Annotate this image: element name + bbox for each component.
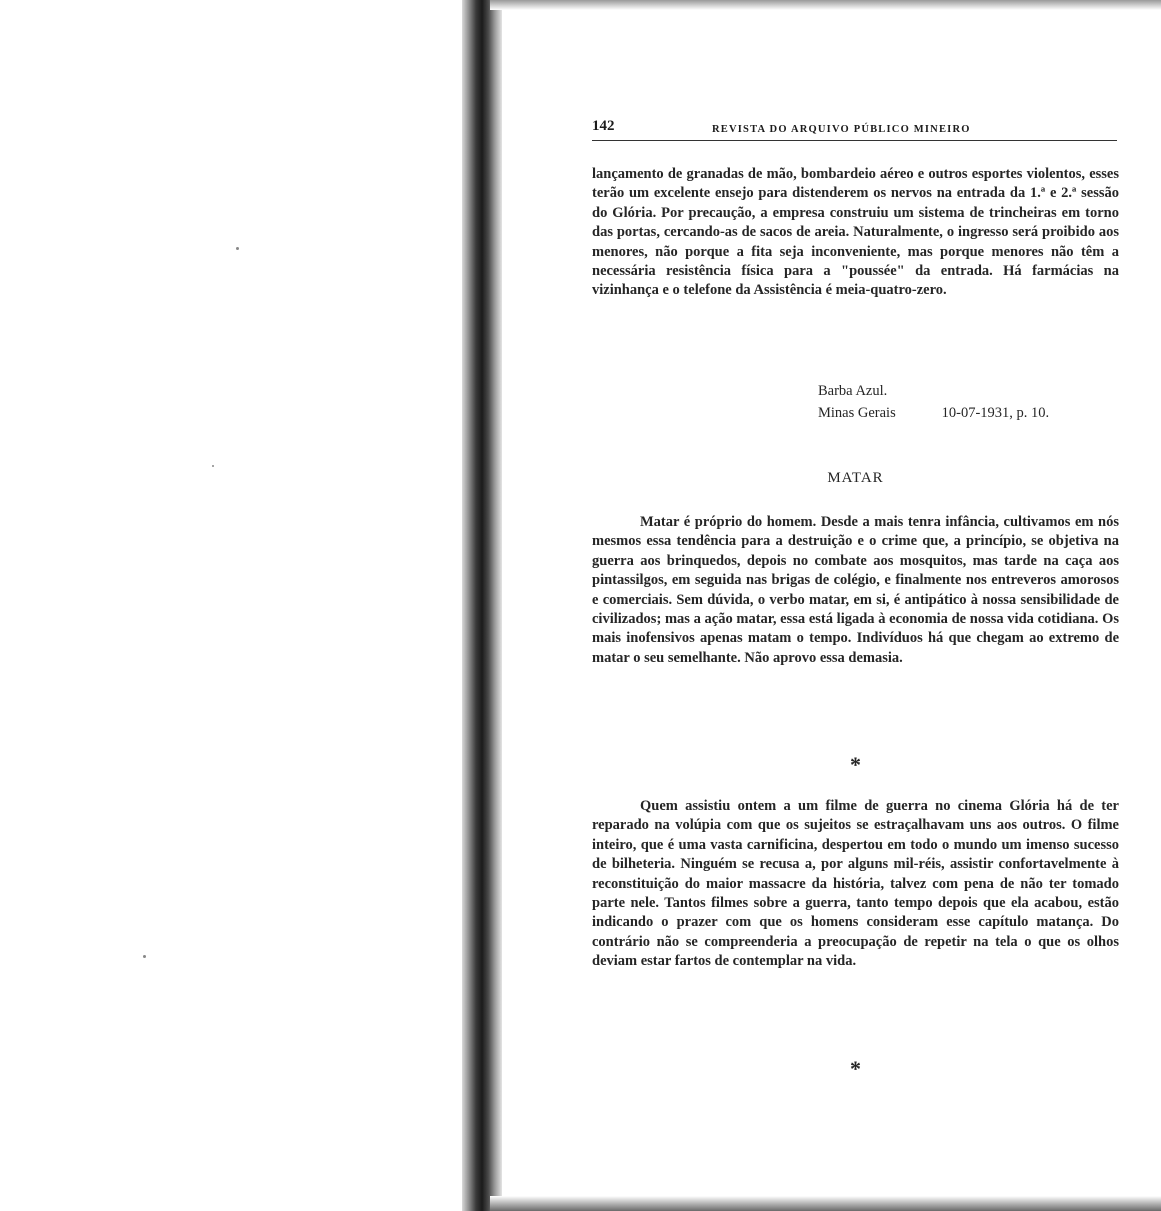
page-header (592, 118, 1117, 141)
paper-speck (143, 955, 146, 958)
left-page-blank (0, 0, 468, 1211)
author-signature: Barba Azul. (818, 383, 888, 399)
running-head: REVISTA DO ARQUIVO PÚBLICO MINEIRO (712, 124, 971, 135)
paper-speck (236, 247, 239, 250)
asterisk-separator: * (850, 752, 861, 777)
paragraph-text: Quem assistiu ontem a um filme de guerra no cinema Glória há de ter reparado na volúpia com que os sujeitos se estraçalhavam uns aos outros. O filme inteiro, que é uma vasta carnificina, despertou em todo o mundo um imenso sucesso de bilheteria. Ninguém se recusa a, por alguns mil-réis, assistir confortavelmente à reconstituição do maior massacre da história, talvez com pena de não ter tomado parte nele. Tantos filmes sobre a guerra, tanto tempo depois que ela acabou, estão indicando o prazer com que os homens consideram esse capítulo matança. Do contrário não se compreenderia a preocupação de repetir na tela o que os olhos deviam estar fartos de contemplar na vida. (592, 798, 1119, 970)
page-number: 142 (592, 118, 615, 134)
paragraph-cinema (592, 797, 1119, 972)
paragraph-text: Matar é próprio do homem. Desde a mais tenra infância, cultivamos em nós mesmos essa tendência para a destruição e o crime que, a princípio, se objetiva na guerra aos brinquedos, depois no combate aos mosquitos, mas tarde na caça aos pintassilgos, em seguida nas brigas de colégio, e finalmente nos entreveros amorosos e comerciais. Sem dúvida, o verbo matar, em si, é antipático à nossa sensibilidade de civilizados; mas a ação matar, essa está ligada à economia de nossa vida cotidiana. Os mais inofensivos apenas matam o tempo. Indivíduos há que chegam ao extremo de matar o seu semelhante. Não aprovo essa demasia. (592, 514, 1119, 666)
paragraph-matar (592, 513, 1119, 668)
paragraph-continuation (592, 165, 1119, 301)
paragraph-text: lançamento de granadas de mão, bombardeio aéreo e outros esportes violentos, esses terão um excelente ensejo para distenderem os nervos na entrada da 1.ª e 2.ª sessão do Glória. Por precaução, a empresa construiu um sistema de trincheiras em torno das portas, cercando-as de sacos de areia. Naturalmente, o ingresso será proibido aos menores, não porque a fita seja inconveniente, mas porque menores não têm a necessária resistência física para a "poussée" da entrada. Há farmácias na vizinhança e o telefone da Assistência é meia-quatro-zero. (592, 166, 1119, 299)
signature-block (818, 380, 1049, 424)
book-gutter (462, 0, 502, 1211)
paper-speck (212, 465, 214, 467)
asterisk-separator: * (850, 1056, 861, 1081)
source-citation (818, 402, 1049, 424)
section-title: MATAR (827, 470, 884, 486)
publication-name: Minas Gerais (818, 405, 896, 421)
right-page (502, 0, 1161, 1211)
publication-date: 10-07-1931, p. 10. (941, 405, 1050, 421)
